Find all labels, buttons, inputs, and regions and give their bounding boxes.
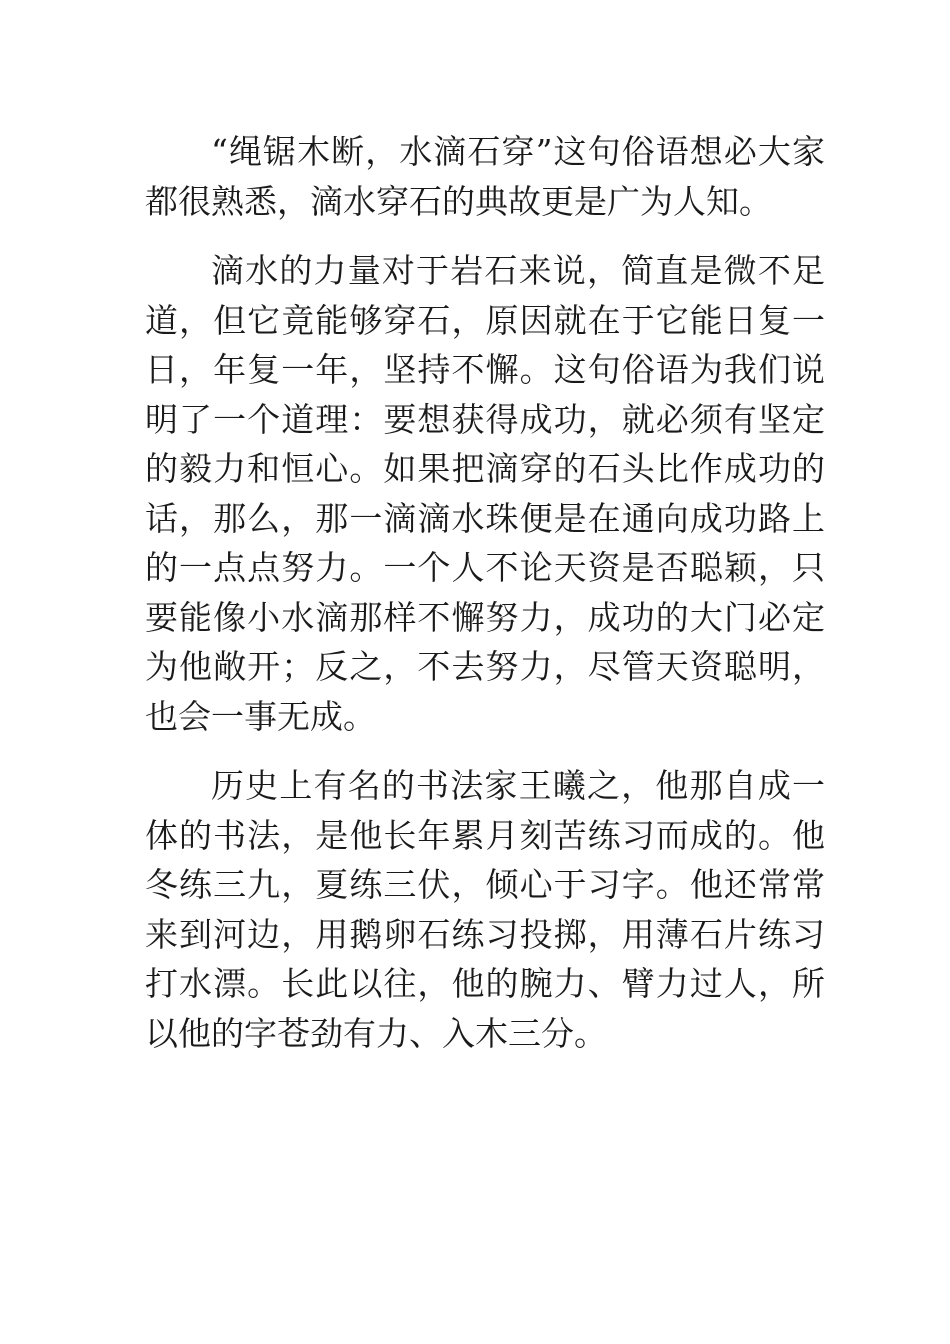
paragraph-3: 历史上有名的书法家王曦之，他那自成一体的书法，是他长年累月刻苦练习而成的。他冬练三九，夏练三伏，倾心于习字。他还常常来到河边，用鹅卵石练习投掷，用薄石片练习打水漂。长此以往，他的腕力、臂力过人，所以他的字苍劲有力、入木三分。 — [145, 766, 825, 1053]
document-body — [145, 127, 825, 1078]
paragraph-1: “绳锯木断，水滴石穿”这句俗语想必大家都很熟悉，滴水穿石的典故更是广为人知。 — [145, 132, 825, 221]
paragraph-2: 滴水的力量对于岩石来说，简直是微不足道，但它竟能够穿石，原因就在于它能日复一日，年复一年，坚持不懈。这句俗语为我们说明了一个道理：要想获得成功，就必须有坚定的毅力和恒心。如果把滴穿的石头比作成功的话，那么，那一滴滴水珠便是在通向成功路上的一点点努力。一个人不论天资是否聪颖，只要能像小水滴那样不懈努力，成功的大门必定为他敞开；反之，不去努力，尽管天资聪明，也会一事无成。 — [145, 251, 825, 736]
